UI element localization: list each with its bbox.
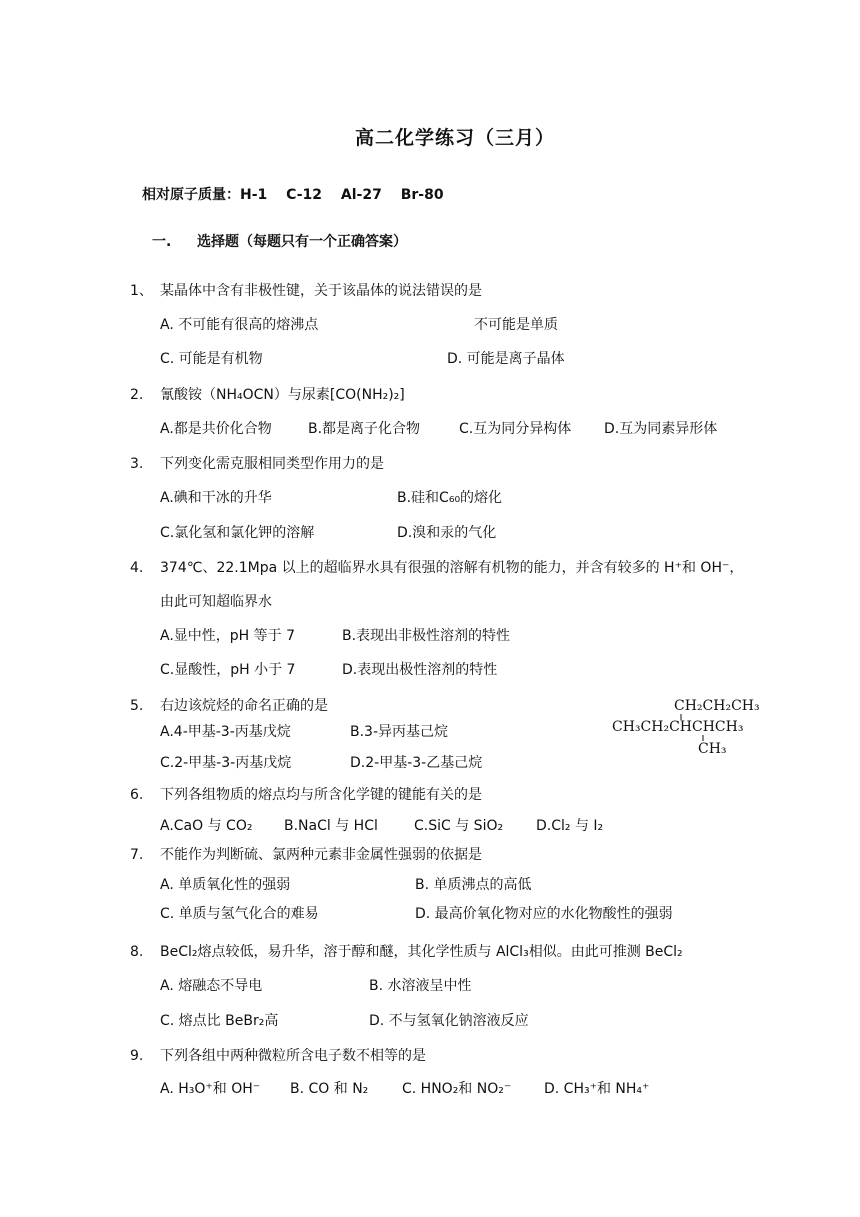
question-stem: 氰酸铵（NH₄OCN）与尿素[CO(NH₂)₂]: [160, 387, 405, 403]
option: B.3-异丙基己烷: [350, 724, 449, 740]
option: D.Cl₂ 与 I₂: [536, 818, 604, 834]
structure-main-chain: CH₃CH₂CHCHCH₃: [612, 719, 744, 735]
option: D. 不与氢氧化钠溶液反应: [369, 1013, 529, 1029]
question-number: 4.: [130, 560, 144, 576]
option: D.2-甲基-3-乙基己烷: [350, 755, 483, 771]
question-stem: 不能作为判断硫、氯两种元素非金属性强弱的依据是: [160, 847, 482, 863]
question-number: 6.: [130, 787, 144, 803]
option: D.溴和汞的气化: [397, 525, 497, 541]
option: A. 不可能有很高的熔沸点: [160, 317, 319, 333]
question-number: 5.: [130, 698, 144, 714]
question-stem: 下列变化需克服相同类型作用力的是: [160, 456, 384, 472]
option: B.NaCl 与 HCl: [284, 818, 378, 834]
question-stem-continued: 由此可知超临界水: [160, 594, 272, 610]
option: A.都是共价化合物: [160, 421, 272, 437]
option: D. CH₃⁺和 NH₄⁺: [544, 1081, 650, 1097]
option: A.碘和干冰的升华: [160, 490, 272, 506]
option: B.硅和C₆₀的熔化: [397, 490, 503, 506]
option: D.表现出极性溶剂的特性: [342, 662, 498, 678]
option: A.4-甲基-3-丙基戊烷: [160, 724, 291, 740]
option: C. 可能是有机物: [160, 351, 263, 367]
option: B. 水溶液呈中性: [369, 978, 472, 994]
option: C.显酸性，pH 小于 7: [160, 662, 296, 678]
question-stem: 下列各组中两种微粒所含电子数不相等的是: [160, 1048, 426, 1064]
question-stem: BeCl₂熔点较低，易升华，溶于醇和醚，其化学性质与 AlCl₃相似。由此可推测 BeCl₂: [160, 944, 683, 960]
option: C. HNO₂和 NO₂⁻: [402, 1081, 512, 1097]
question-stem: 下列各组物质的熔点均与所含化学键的键能有关的是: [160, 787, 482, 803]
question-number: 7.: [130, 847, 144, 863]
option: C. 单质与氢气化合的难易: [160, 906, 319, 922]
structure-upper-branch: CH₂CH₂CH₃: [674, 698, 760, 714]
page-title: 高二化学练习（三月）: [355, 127, 556, 149]
option: A. 单质氧化性的强弱: [160, 877, 291, 893]
option: D. 最高价氧化物对应的水化物酸性的强弱: [415, 906, 673, 922]
option: B.表现出非极性溶剂的特性: [342, 628, 511, 644]
question-stem: 右边该烷烃的命名正确的是: [160, 698, 328, 714]
option: A.CaO 与 CO₂: [160, 818, 253, 834]
question-number: 1、: [130, 283, 153, 299]
option: D.互为同素异形体: [604, 421, 718, 437]
option: B.都是离子化合物: [308, 421, 421, 437]
option: B. 单质沸点的高低: [415, 877, 532, 893]
atomic-masses: 相对原子质量：H-1 C-12 Al-27 Br-80: [142, 187, 444, 203]
option: A. H₃O⁺和 OH⁻: [160, 1081, 261, 1097]
option: A. 熔融态不导电: [160, 978, 263, 994]
option: C.氯化氢和氯化钾的溶解: [160, 525, 315, 541]
option: 不可能是单质: [474, 317, 558, 333]
option: B. CO 和 N₂: [290, 1081, 369, 1097]
option: A.显中性，pH 等于 7: [160, 628, 296, 644]
question-number: 9.: [130, 1048, 144, 1064]
option: C.互为同分异构体: [459, 421, 572, 437]
option: C. 熔点比 BeBr₂高: [160, 1013, 279, 1029]
question-number: 2.: [130, 387, 144, 403]
question-number: 8.: [130, 944, 144, 960]
question-number: 3.: [130, 456, 144, 472]
section-heading: 选择题（每题只有一个正确答案）: [197, 234, 407, 250]
structure-lower-branch: CH₃: [698, 741, 727, 757]
option: C.2-甲基-3-丙基戊烷: [160, 755, 292, 771]
section-number: 一.: [152, 234, 172, 250]
option: C.SiC 与 SiO₂: [414, 818, 504, 834]
option: D. 可能是离子晶体: [447, 351, 565, 367]
question-stem: 某晶体中含有非极性键，关于该晶体的说法错误的是: [160, 283, 482, 299]
question-stem: 374℃、22.1Mpa 以上的超临界水具有很强的溶解有机物的能力，并含有较多的 H⁺和 OH⁻，: [160, 560, 744, 576]
